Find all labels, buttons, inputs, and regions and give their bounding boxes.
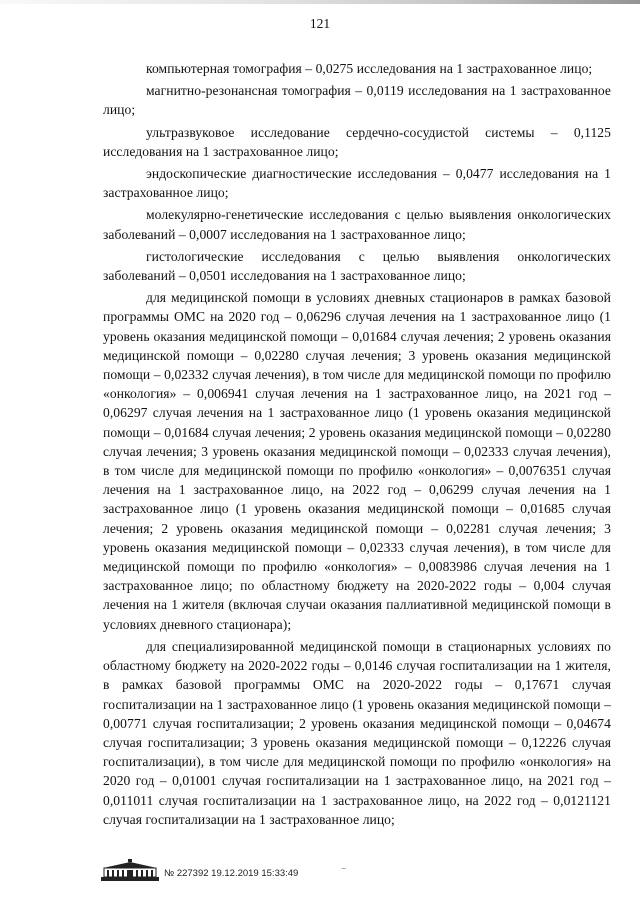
paragraph-molecular-genetic: молекулярно-генетические исследования с целью выявления онкологических заболеваний – 0,0007 исследования на 1 застрахованное лицо; bbox=[103, 207, 611, 242]
document-stamp: № 227392 19.12.2019 15:33:49 bbox=[164, 868, 299, 879]
scan-mark: ⁻ bbox=[341, 866, 347, 877]
paragraph-histology: гистологические исследования с целью выявления онкологических заболеваний – 0,0501 исследования на 1 застрахованное лицо; bbox=[103, 248, 611, 284]
paragraph-inpatient: для специализированной медицинской помощи в стационарных условиях по областному бюджету на 2020-2022 годы – 0,0146 случая госпитализации на 1 жителя, в рамках базовой программы ОМС на 2020-2022 годы – 0,17671 случая госпитализации на 1 застрахованное лицо (1 уровень оказания медицинской помощи – 0,00771 случая госпитализации; 2 уровень оказания медицинской помощи – 0,04674 случая госпитализации; 3 уровень оказания медицинской помощи – 0,12226 случая госпитализации), в том числе для медицинской помощи по профилю «онкология» на 2020 год – 0,01001 случая госпитализации на 1 застрахованное лицо, на 2021 год – 0,011011 случая госпитализации на 1 застрахованное лицо, на 2022 год – 0,0121121 случая госпитализации на 1 застрахованное лицо; bbox=[103, 638, 611, 827]
document-body bbox=[103, 59, 611, 829]
page-footer bbox=[100, 858, 620, 888]
paragraph-ultrasound: ультразвуковое исследование сердечно-сосудистой системы – 0,1125 исследования на 1 застрахованное лицо; bbox=[103, 124, 611, 159]
paragraph-day-hospital: для медицинской помощи в условиях дневных стационаров в рамках базовой программы ОМС на 2020 год – 0,06296 случая лечения на 1 застрахованное лицо (1 уровень оказания медицинской помощи – 0,01684 случая лечения; 2 уровень оказания медицинской помощи – 0,02280 случая лечения; 3 уровень оказания медицинской помощи – 0,02332 случая лечения), в том числе для медицинской помощи по профилю «онкология» – 0,006941 случая лечения на 1 застрахованное лицо, на 2021 год – 0,06297 случая лечения на 1 застрахованное лицо (1 уровень оказания медицинской помощи – 0,01684 случая лечения; 2 уровень оказания медицинской помощи – 0,02280 случая лечения; 3 уровень оказания медицинской помощи – 0,02333 случая лечения), в том числе для медицинской помощи по профилю «онкология» – 0,0076351 случая лечения на 1 застрахованное лицо, на 2022 год – 0,06299 случая лечения на 1 застрахованное лицо (1 уровень оказания медицинской помощи – 0,01685 случая лечения; 2 уровень оказания медицинской помощи – 0,02281 случая лечения; 3 уровень оказания медицинской помощи – 0,02333 случая лечения), в том числе для медицинской помощи по профилю «онкология» – 0,0083986 случая лечения на 1 застрахованное лицо; по областному бюджету на 2020-2022 годы – 0,004 случая лечения на 1 жителя (включая случаи оказания паллиативной медицинской помощи в условиях дневного стационара); bbox=[103, 290, 611, 632]
scan-edge-shadow bbox=[0, 0, 640, 4]
paragraph-ct: компьютерная томография – 0,0275 исследования на 1 застрахованное лицо; bbox=[146, 61, 593, 76]
building-logo-icon bbox=[100, 858, 160, 882]
page-number: 121 bbox=[309, 16, 331, 31]
paragraph-mri: магнитно-резонансная томография – 0,0119 исследования на 1 застрахованное лицо; bbox=[103, 83, 611, 118]
paragraph-endoscopy: эндоскопические диагностические исследования – 0,0477 исследования на 1 застрахованное лицо; bbox=[103, 166, 611, 201]
